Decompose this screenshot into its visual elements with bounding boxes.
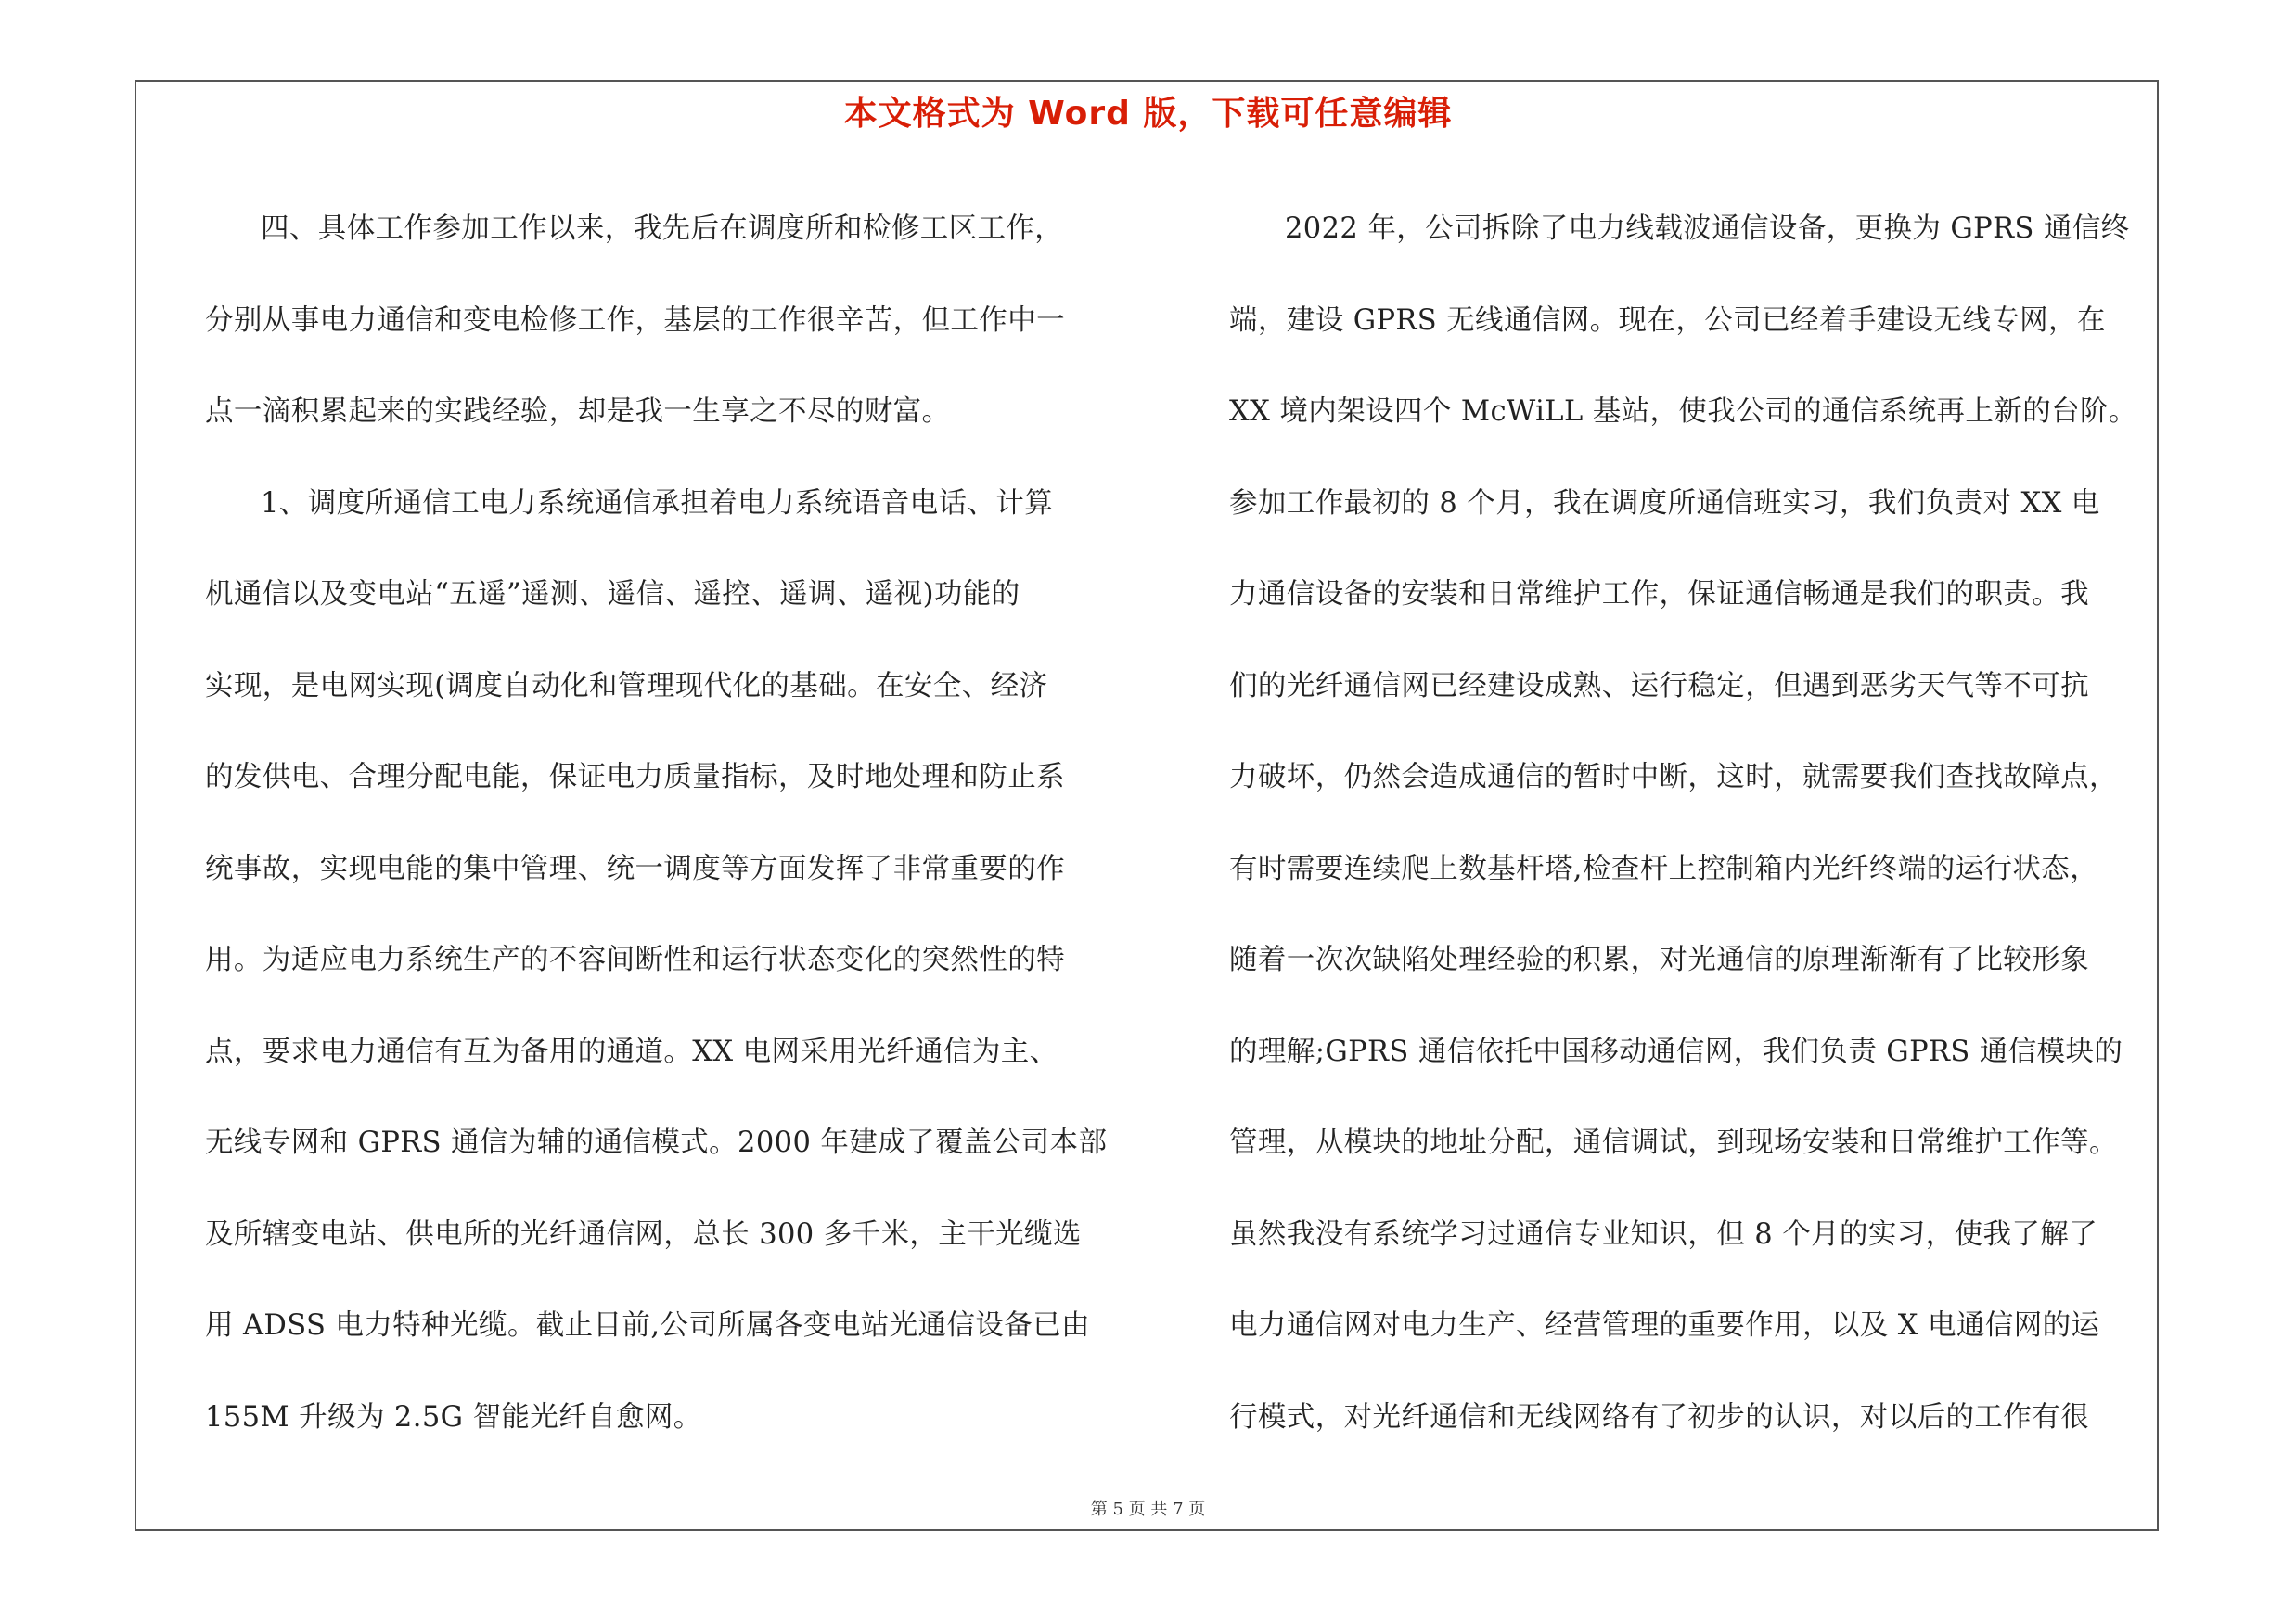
text-line: 点一滴积累起来的实践经验，却是我一生享之不尽的财富。: [205, 395, 951, 428]
text-line: 无线专网和 GPRS 通信为辅的通信模式。2000 年建成了覆盖公司本部: [205, 1127, 1108, 1159]
text-line: 实现，是电网实现(调度自动化和管理现代化的基础。在安全、经济: [205, 669, 1048, 702]
text-line: 用 ADSS 电力特种光缆。截止目前,公司所属各变电站光通信设备已由: [205, 1309, 1090, 1342]
text-line: 统事故，实现电能的集中管理、统一调度等方面发挥了非常重要的作: [205, 852, 1065, 885]
text-line: 随着一次次缺陷处理经验的积累，对光通信的原理渐渐有了比较形象: [1229, 944, 2089, 976]
text-line: 参加工作最初的 8 个月，我在调度所通信班实习，我们负责对 XX 电: [1229, 486, 2100, 520]
text-line: 155M 升级为 2.5G 智能光纤自愈网。: [205, 1400, 702, 1434]
text-line: 管理，从模块的地址分配，通信调试，到现场安装和日常维护工作等。: [1229, 1127, 2118, 1159]
text-line: 力通信设备的安装和日常维护工作，保证通信畅通是我们的职责。我: [1229, 578, 2089, 611]
text-line: 1、调度所通信工电力系统通信承担着电力系统语音电话、计算: [261, 486, 1054, 520]
right-text-column: [1229, 184, 2157, 1463]
text-line: 的发供电、合理分配电能，保证电力质量指标，及时地处理和防止系: [205, 761, 1065, 793]
text-line: 分别从事电力通信和变电检修工作，基层的工作很辛苦，但工作中一: [205, 303, 1065, 337]
text-line: 及所辖变电站、供电所的光纤通信网，总长 300 多千米，主干光缆选: [205, 1217, 1082, 1251]
text-line: 2022 年，公司拆除了电力线载波通信设备，更换为 GPRS 通信终: [1285, 213, 2130, 245]
left-text-column: [205, 184, 1133, 1463]
text-line: 电力通信网对电力生产、经营管理的重要作用，以及 X 电通信网的运: [1229, 1309, 2100, 1342]
page-number: 第 5 页 共 7 页: [1090, 1500, 1206, 1519]
text-line: 有时需要连续爬上数基杆塔,检查杆上控制箱内光纤终端的运行状态，: [1229, 852, 2099, 885]
text-line: 的理解;GPRS 通信依托中国移动通信网，我们负责 GPRS 通信模块的: [1229, 1035, 2123, 1068]
text-line: 端，建设 GPRS 无线通信网。现在，公司已经着手建设无线专网，在: [1229, 303, 2106, 337]
text-line: 行模式，对光纤通信和无线网络有了初步的认识，对以后的工作有很: [1229, 1400, 2089, 1434]
text-line: XX 境内架设四个 McWiLL 基站，使我公司的通信系统再上新的台阶。: [1229, 395, 2137, 428]
text-line: 用。为适应电力系统生产的不容间断性和运行状态变化的突然性的特: [205, 944, 1065, 976]
text-line: 力破坏，仍然会造成通信的暂时中断，这时，就需要我们查找故障点，: [1229, 761, 2118, 793]
text-line: 虽然我没有系统学习过通信专业知识，但 8 个月的实习，使我了解了: [1229, 1217, 2098, 1251]
text-line: 机通信以及变电站“五遥”遥测、遥信、遥控、遥调、遥视)功能的: [205, 578, 1020, 611]
text-line: 四、具体工作参加工作以来，我先后在调度所和检修工区工作，: [261, 213, 1064, 245]
format-notice-banner: 本文格式为 Word 版，下载可任意编辑: [843, 95, 1453, 133]
text-line: 点，要求电力通信有互为备用的通道。XX 电网采用光纤通信为主、: [205, 1035, 1058, 1068]
text-line: 们的光纤通信网已经建设成熟、运行稳定，但遇到恶劣天气等不可抗: [1229, 669, 2089, 702]
